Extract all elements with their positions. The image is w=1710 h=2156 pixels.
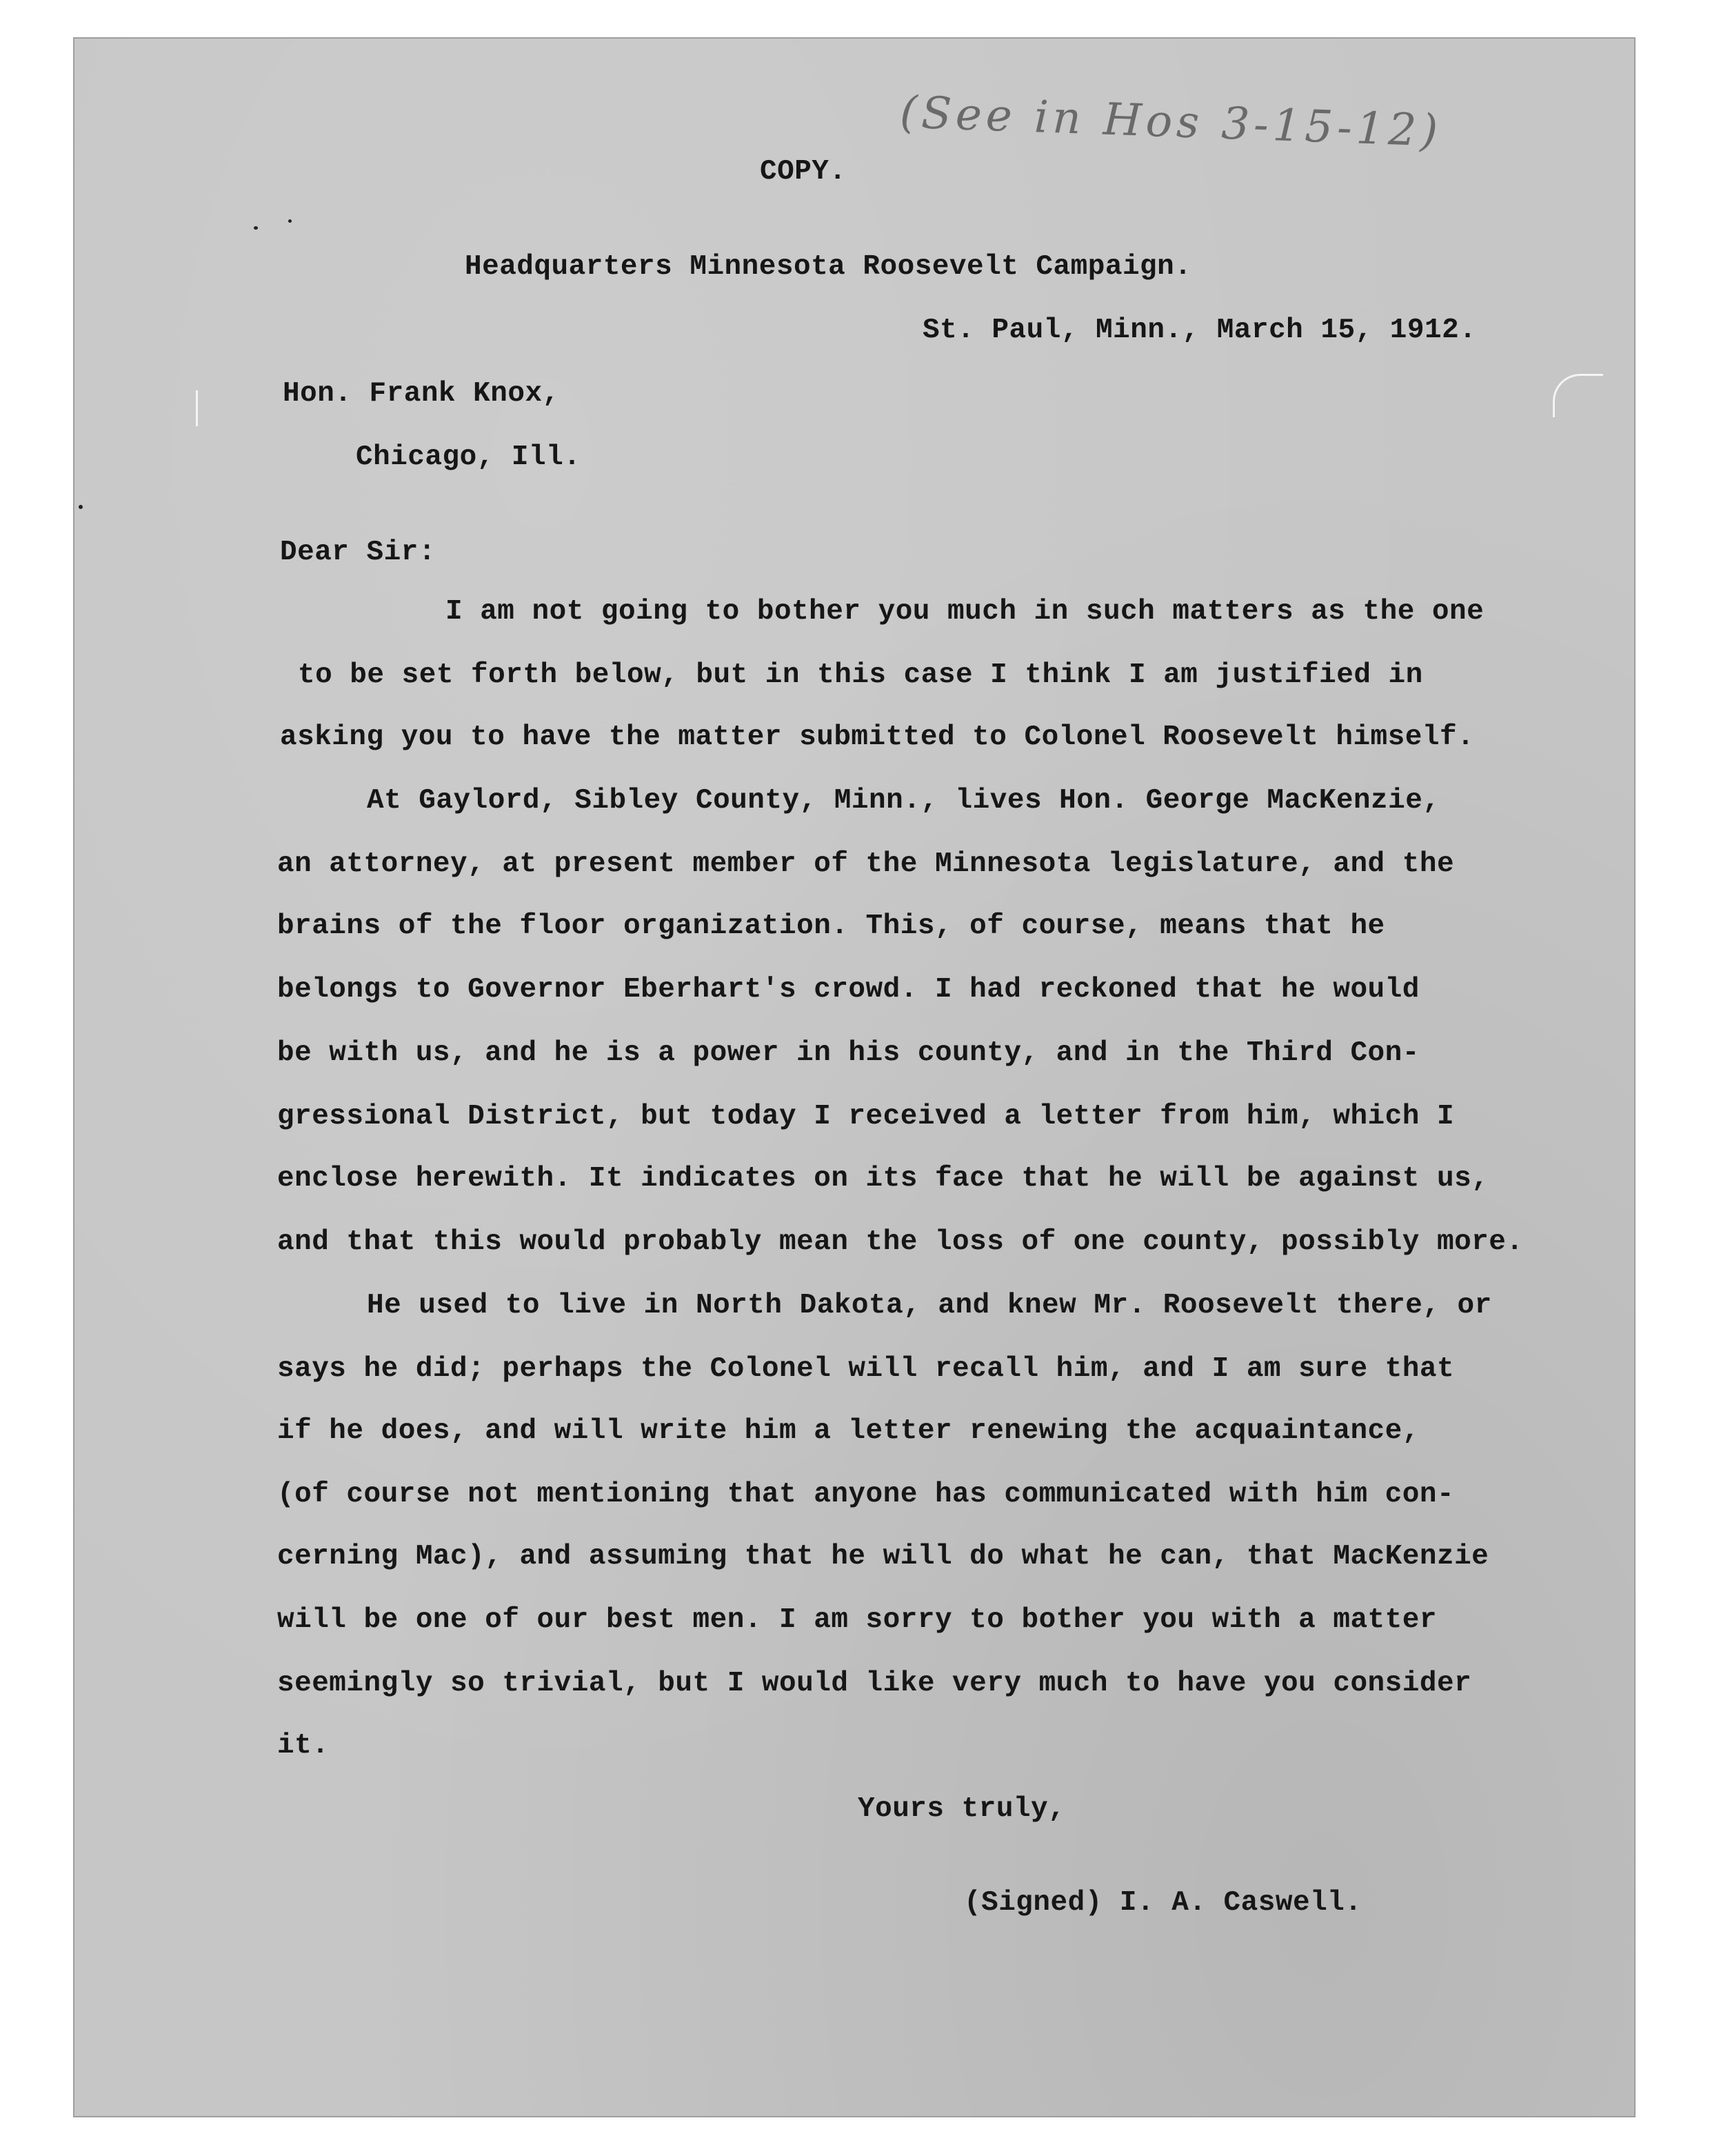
salutation: Dear Sir: [280,537,436,568]
body-line: to be set forth below, but in this case I think I am justified in [298,659,1423,691]
ink-speck [254,226,258,230]
body-line: says he did; perhaps the Colonel will recall him, and I am sure that [277,1353,1455,1385]
handwritten-note: (See in Hos 3-15-12) [898,87,1443,157]
body-line: gressional District, but today I received a letter from him, which I [277,1101,1455,1132]
ink-speck [79,505,83,509]
body-line: asking you to have the matter submitted to Colonel Roosevelt himself. [280,721,1475,753]
body-line: At Gaylord, Sibley County, Minn., lives Hon. George MacKenzie, [367,785,1440,817]
letter-page [74,39,1634,2116]
recipient-name: Hon. Frank Knox, [283,378,560,410]
body-line: (of course not mentioning that anyone has communicated with him con- [277,1479,1455,1510]
body-line: an attorney, at present member of the Minnesota legislature, and the [277,848,1455,880]
pencil-mark [1553,374,1603,417]
pencil-mark [196,390,203,426]
body-line: cerning Mac), and assuming that he will do what he can, that MacKenzie [277,1541,1489,1573]
body-line: I am not going to bother you much in such matters as the one [445,596,1485,628]
copy-mark: COPY. [760,156,847,188]
letterhead-organization: Headquarters Minnesota Roosevelt Campaign. [465,251,1192,283]
body-line: brains of the floor organization. This, of course, means that he [277,910,1385,942]
body-line: be with us, and he is a power in his county, and in the Third Con- [277,1037,1420,1069]
ink-speck [288,219,292,223]
closing: Yours truly, [858,1793,1066,1825]
body-line: He used to live in North Dakota, and knew Mr. Roosevelt there, or [367,1290,1492,1321]
body-line: will be one of our best men. I am sorry to bother you with a matter [277,1604,1437,1636]
body-line: if he does, and will write him a letter renewing the acquaintance, [277,1415,1420,1447]
body-line: enclose herewith. It indicates on its face that he will be against us, [277,1163,1489,1195]
body-line: and that this would probably mean the loss of one county, possibly more. [277,1226,1524,1258]
signature: (Signed) I. A. Caswell. [964,1887,1362,1919]
body-line: it. [277,1730,330,1761]
place-and-date: St. Paul, Minn., March 15, 1912. [923,315,1477,346]
body-line: seemingly so trivial, but I would like very much to have you consider [277,1668,1472,1699]
recipient-city: Chicago, Ill. [356,441,581,473]
body-line: belongs to Governor Eberhart's crowd. I had reckoned that he would [277,974,1420,1006]
